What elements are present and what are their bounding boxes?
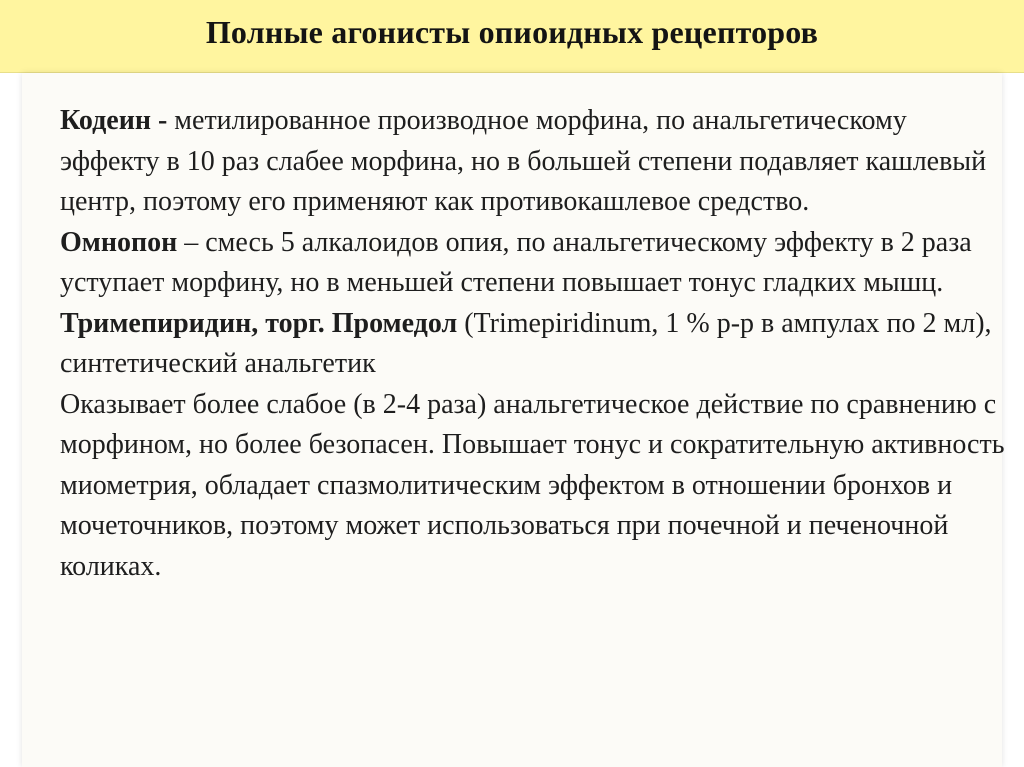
text-trimepiridine: (Trimepiridinum, 1 % р-р в ампулах по 2 мл), синтетический анальгетик — [60, 307, 992, 379]
text-omnopon: – смесь 5 алкалоидов опия, по анальгетическому эффекту в 2 раза уступает морфину, но в меньшей степени повышает тонус гладких мышц. — [60, 226, 972, 298]
title-bar — [0, 0, 1024, 73]
slide-title: Полные агонисты опиоидных рецепторов — [205, 14, 819, 50]
body-text — [60, 101, 1005, 587]
term-omnopon: Омнопон — [60, 226, 178, 258]
paragraph-omnopon — [60, 223, 1005, 304]
paragraph-effects — [60, 385, 1005, 588]
paragraph-trimepiridine — [60, 304, 1005, 385]
paragraph-codeine — [60, 101, 1005, 223]
term-codeine: Кодеин - — [60, 105, 168, 136]
text-effects: Оказывает более слабое (в 2-4 раза) анальгетическое действие по сравнению с морфином, но более безопасен. Повышает тонус и сократительную активность миометрия, обладает спазмолитическим эффектом в отношении бронхов и мочеточников, поэтому может использоваться при почечной и печеночной коликах. — [60, 388, 1005, 582]
term-trimepiridine: Тримепиридин, торг. Промедол — [60, 307, 458, 339]
text-codeine: метилированное производное морфина, по анальгетическому эффекту в 10 раз слабее морфина, но в большей степени подавляет кашлевый центр, поэтому его применяют как противокашлевое средство. — [60, 105, 987, 217]
